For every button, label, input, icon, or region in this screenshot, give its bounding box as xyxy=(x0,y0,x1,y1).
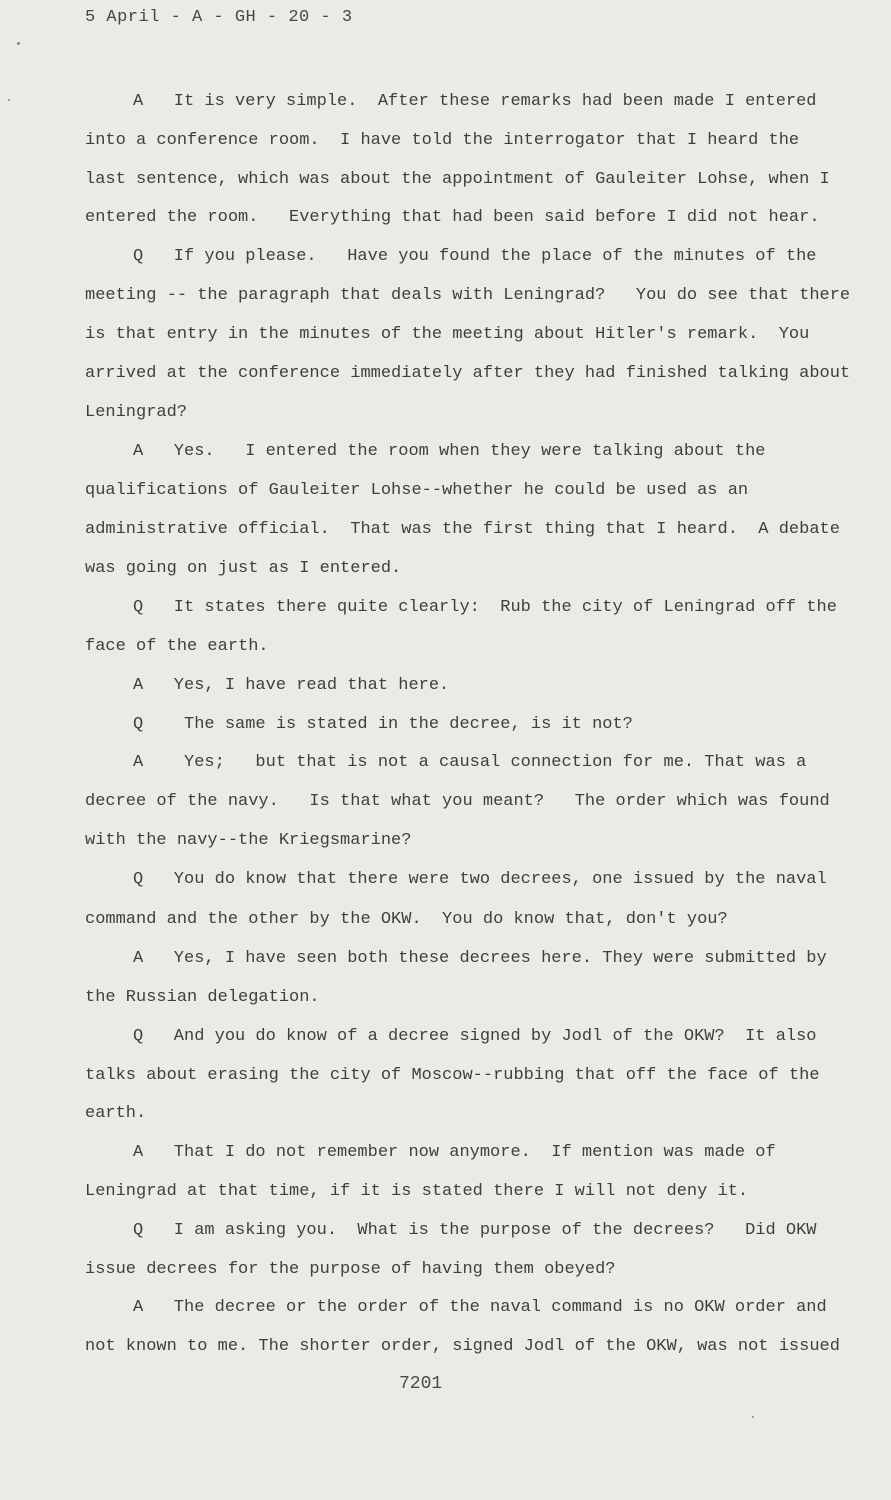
transcript-line: into a conference room. I have told the interrogator that I heard the xyxy=(85,131,800,150)
transcript-line: Q You do know that there were two decrees, one issued by the naval xyxy=(133,870,827,889)
transcript-line: Q It states there quite clearly: Rub the city of Leningrad off the xyxy=(133,598,837,617)
transcript-line: was going on just as I entered. xyxy=(85,559,402,578)
transcript-line: earth. xyxy=(85,1104,147,1123)
transcript-line: A That I do not remember now anymore. If mention was made of xyxy=(133,1143,776,1162)
transcript-line: qualifications of Gauleiter Lohse--whether he could be used as an xyxy=(85,481,749,500)
transcript-line: meeting -- the paragraph that deals with Leningrad? You do see that there xyxy=(85,286,851,305)
transcript-line: Q I am asking you. What is the purpose of the decrees? Did OKW xyxy=(133,1221,817,1240)
transcript-line: entered the room. Everything that had been said before I did not hear. xyxy=(85,208,820,227)
transcript-line: command and the other by the OKW. You do know that, don't you? xyxy=(85,910,728,929)
page-number: 7201 xyxy=(399,1374,443,1394)
transcript-line: A Yes. I entered the room when they were talking about the xyxy=(133,442,766,461)
transcript-line: Q And you do know of a decree signed by Jodl of the OKW? It also xyxy=(133,1027,817,1046)
transcript-line: Leningrad? xyxy=(85,403,188,422)
transcript-line: Q If you please. Have you found the place of the minutes of the xyxy=(133,247,817,266)
paper-speck xyxy=(752,1416,754,1418)
transcript-line: decree of the navy. Is that what you meant? The order which was found xyxy=(85,792,830,811)
transcript-line: issue decrees for the purpose of having them obeyed? xyxy=(85,1260,616,1279)
transcript-line: administrative official. That was the first thing that I heard. A debate xyxy=(85,520,840,539)
transcript-line: with the navy--the Kriegsmarine? xyxy=(85,831,412,850)
paper-speck xyxy=(8,99,10,101)
paper-speck xyxy=(17,42,20,45)
transcript-line: arrived at the conference immediately after they had finished talking about xyxy=(85,364,851,383)
transcript-line: is that entry in the minutes of the meeting about Hitler's remark. You xyxy=(85,325,810,344)
transcript-line: A Yes, I have seen both these decrees here. They were submitted by xyxy=(133,949,827,968)
transcript-line: A Yes; but that is not a causal connection for me. That was a xyxy=(133,753,807,772)
transcript-line: Leningrad at that time, if it is stated there I will not deny it. xyxy=(85,1182,749,1201)
transcript-line: A The decree or the order of the naval command is no OKW order and xyxy=(133,1298,827,1317)
transcript-line: A It is very simple. After these remarks had been made I entered xyxy=(133,92,817,111)
transcript-line: face of the earth. xyxy=(85,637,269,656)
transcript-line: A Yes, I have read that here. xyxy=(133,676,450,695)
transcript-line: not known to me. The shorter order, signed Jodl of the OKW, was not issued xyxy=(85,1337,840,1356)
page-header: 5 April - A - GH - 20 - 3 xyxy=(85,8,353,27)
transcript-line: Q The same is stated in the decree, is it not? xyxy=(133,715,633,734)
transcript-line: talks about erasing the city of Moscow--rubbing that off the face of the xyxy=(85,1066,820,1085)
transcript-line: last sentence, which was about the appointment of Gauleiter Lohse, when I xyxy=(85,170,830,189)
transcript-line: the Russian delegation. xyxy=(85,988,320,1007)
